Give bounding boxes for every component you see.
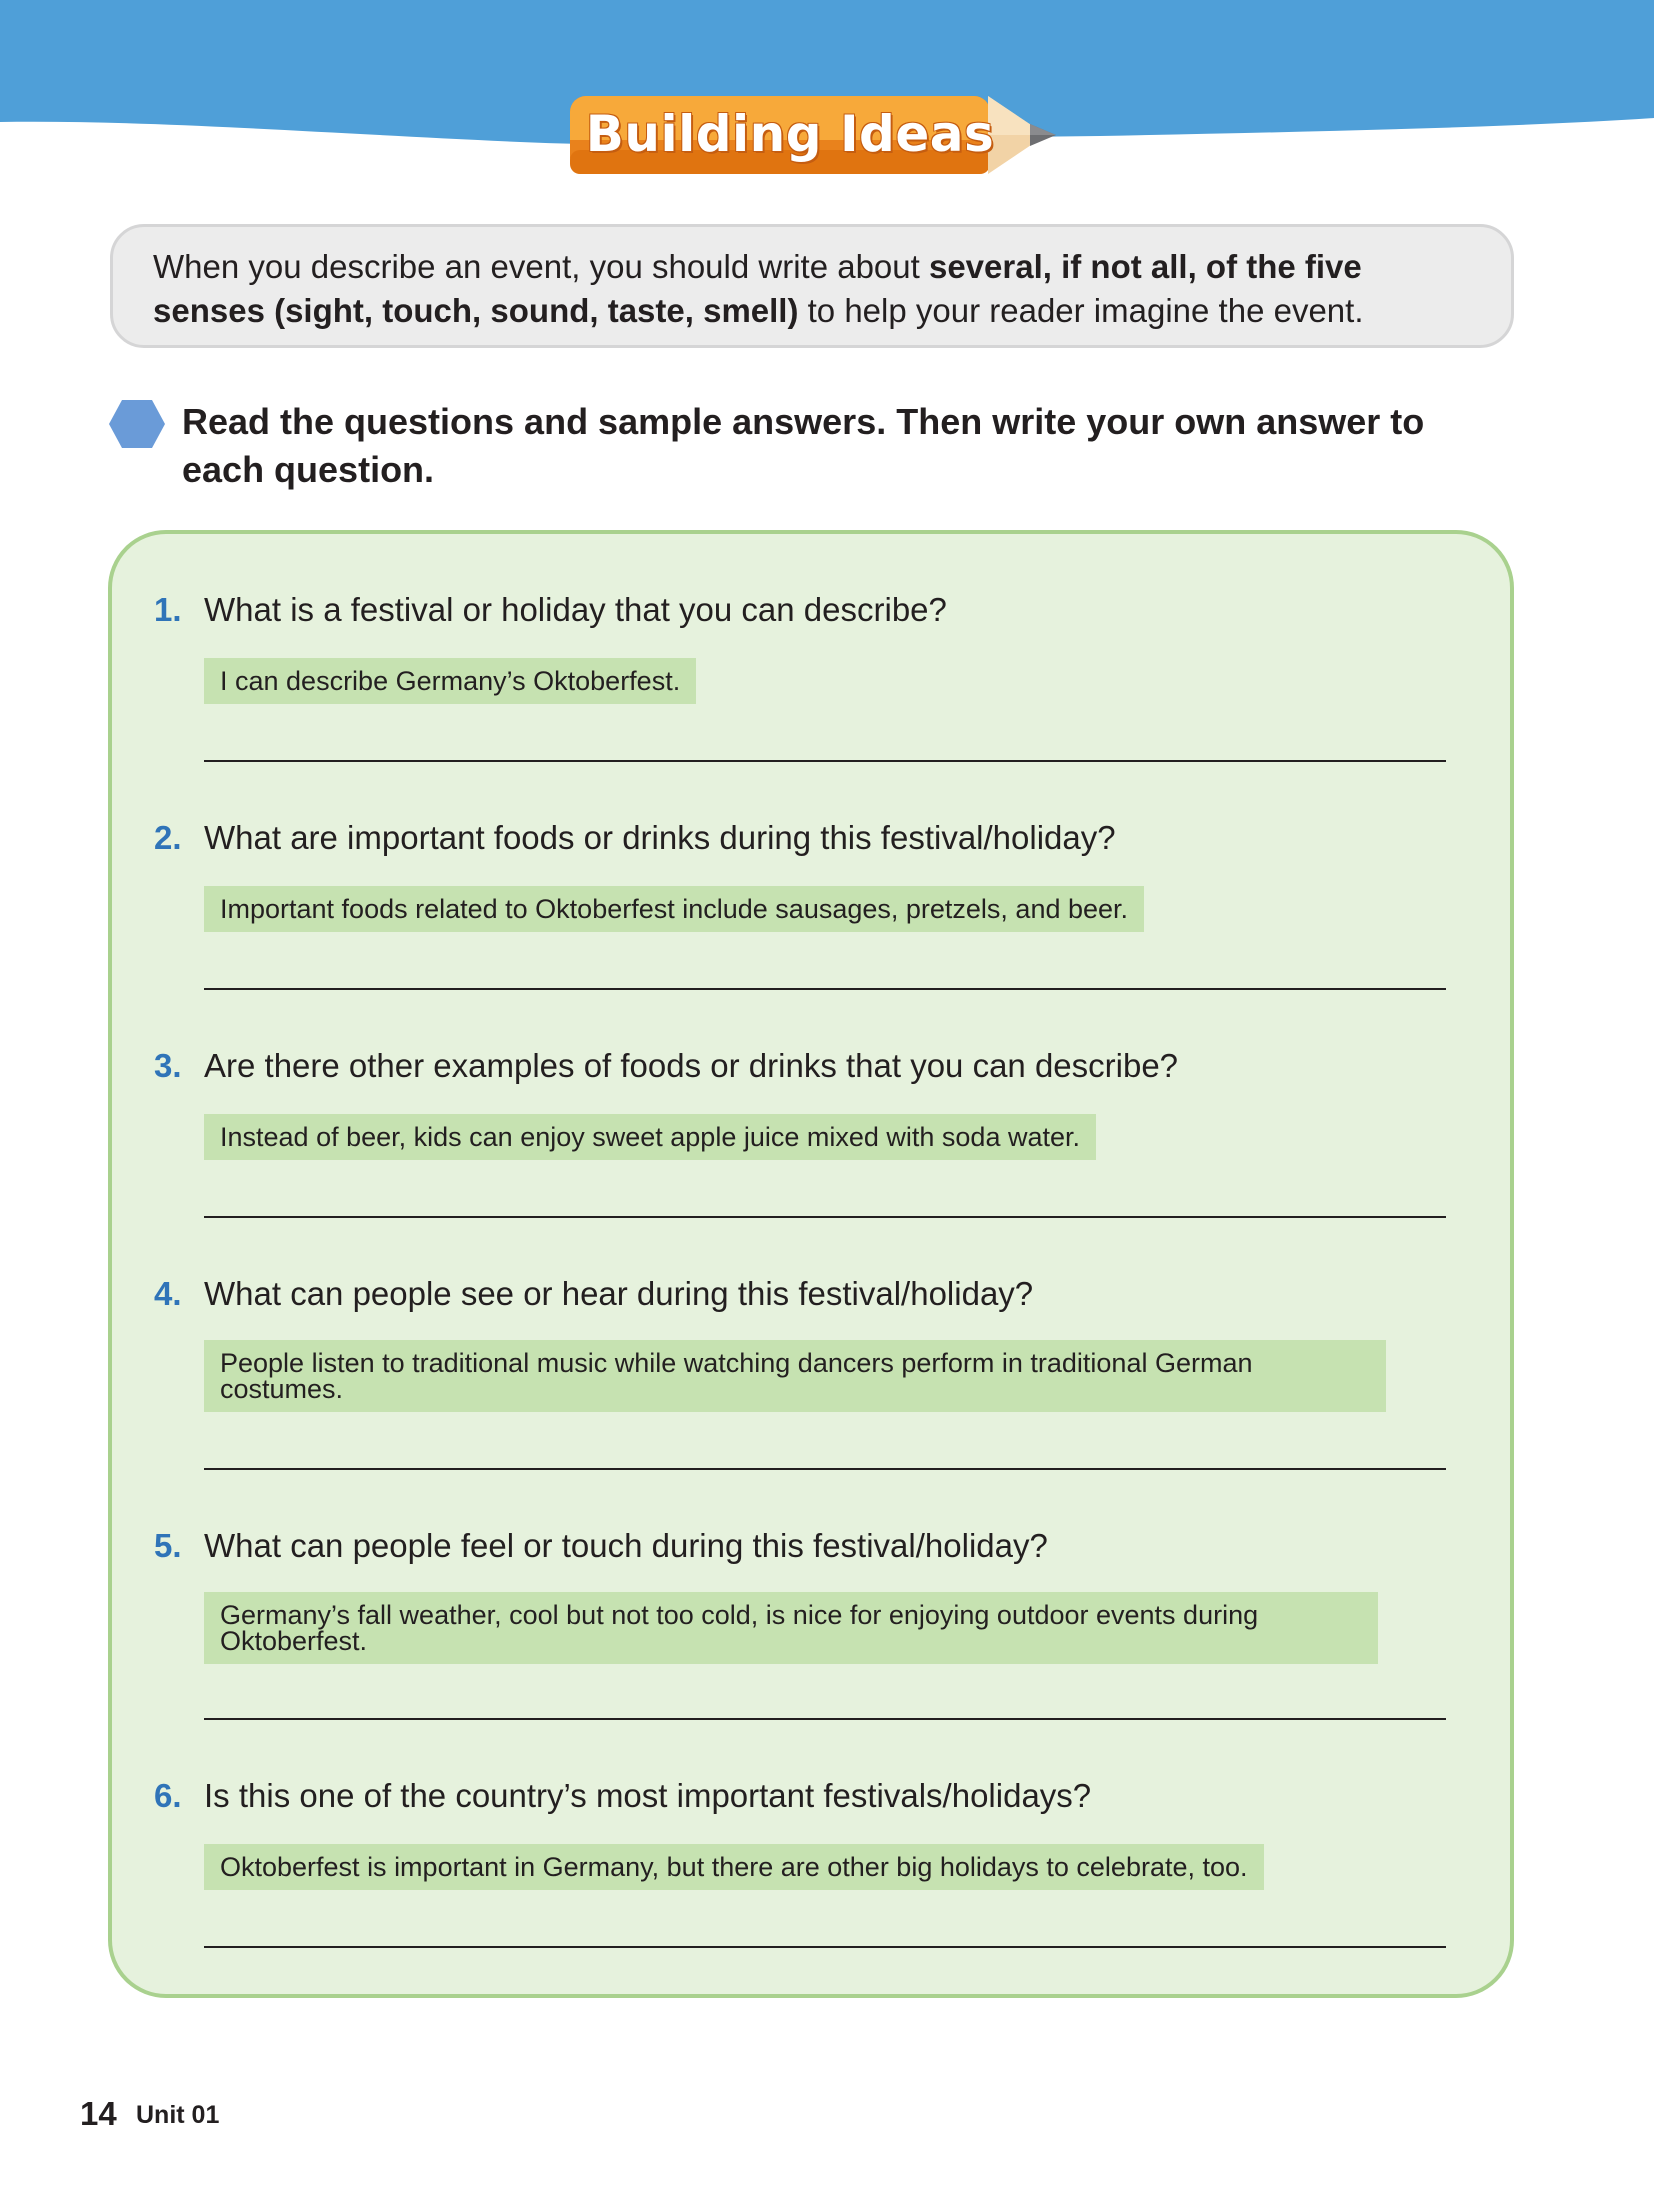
answer-line[interactable]	[204, 760, 1446, 762]
question-text: Is this one of the country’s most important festivals/holidays?	[204, 1777, 1092, 1814]
sample-answer: Germany’s fall weather, cool but not too cold, is nice for enjoying outdoor events during Oktoberfest.	[204, 1592, 1378, 1664]
question-text: What can people see or hear during this festival/holiday?	[204, 1275, 1034, 1312]
sample-answer: I can describe Germany’s Oktoberfest.	[204, 658, 696, 704]
question-number: 6.	[154, 1777, 182, 1814]
question-text: What can people feel or touch during this festival/holiday?	[204, 1527, 1048, 1564]
section-title: Building Ideas	[585, 105, 995, 163]
question-number: 1.	[154, 591, 182, 628]
question-number: 5.	[154, 1527, 182, 1564]
sample-answer: People listen to traditional music while watching dancers perform in traditional German costumes.	[204, 1340, 1386, 1412]
answer-line[interactable]	[204, 1718, 1446, 1720]
question-text: Are there other examples of foods or drinks that you can describe?	[204, 1047, 1179, 1084]
sample-answer: Important foods related to Oktoberfest include sausages, pretzels, and beer.	[204, 886, 1144, 932]
hexagon-icon	[108, 398, 166, 450]
instruction-text: Read the questions and sample answers. Then write your own answer to each question.	[182, 401, 1425, 490]
info-box	[110, 224, 1514, 348]
info-text-end: to help your reader imagine the event.	[798, 292, 1364, 329]
answer-line[interactable]	[204, 1946, 1446, 1948]
answer-line[interactable]	[204, 1216, 1446, 1218]
answer-line[interactable]	[204, 988, 1446, 990]
question-number: 3.	[154, 1047, 182, 1084]
answer-line[interactable]	[204, 1468, 1446, 1470]
info-text-start: When you describe an event, you should write about	[153, 248, 929, 285]
sample-answer: Oktoberfest is important in Germany, but there are other big holidays to celebrate, too.	[204, 1844, 1264, 1890]
question-text: What is a festival or holiday that you can describe?	[204, 591, 947, 628]
question-text: What are important foods or drinks during this festival/holiday?	[204, 819, 1116, 856]
sample-answer: Instead of beer, kids can enjoy sweet apple juice mixed with soda water.	[204, 1114, 1096, 1160]
unit-label: Unit 01	[136, 2101, 220, 2129]
info-text-bold: several, if not all, of the five senses (sight, touch, sound, taste, smell)	[153, 248, 1362, 329]
page-number: 14	[80, 2095, 117, 2132]
question-number: 4.	[154, 1275, 182, 1312]
question-number: 2.	[154, 819, 182, 856]
